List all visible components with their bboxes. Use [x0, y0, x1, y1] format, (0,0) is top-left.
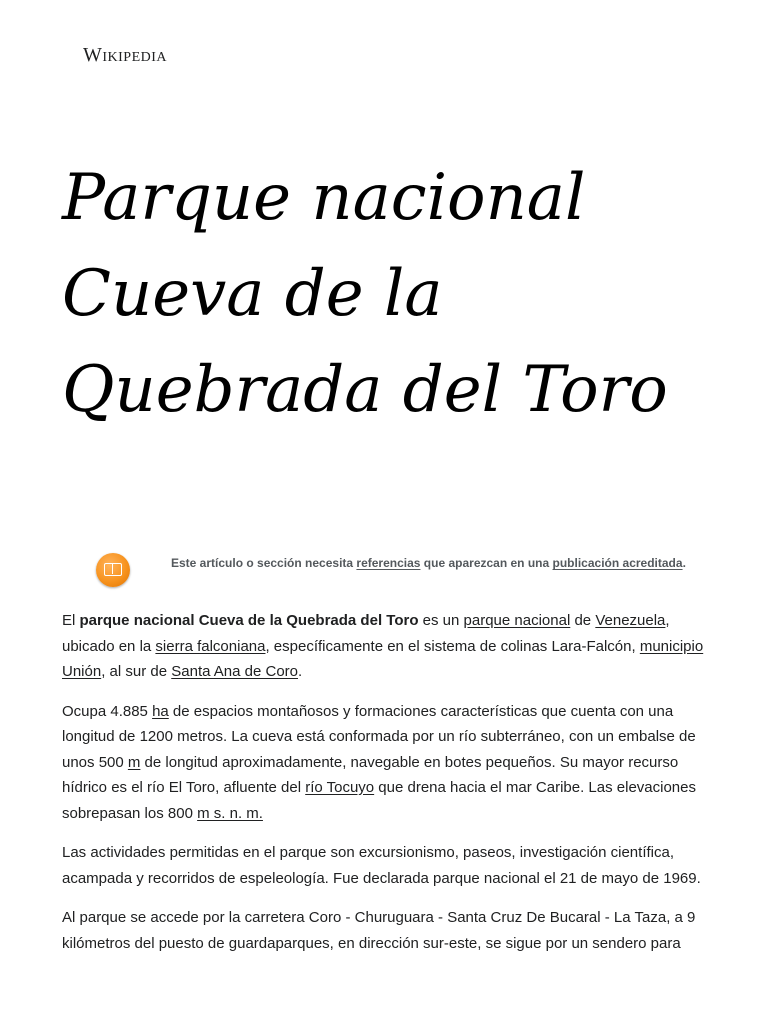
article-body — [62, 608, 704, 970]
paragraph-access: Al parque se accede por la carretera Coro - Churuguara - Santa Cruz De Bucaral - La Taza, a 9 kilómetros del puesto de guardaparques, en dirección sur-este, se sigue por un sendero para — [62, 909, 696, 952]
wikipedia-wordmark[interactable] — [83, 44, 167, 67]
paragraph-geography: Ocupa 4.885 ha de espacios montañosos y formaciones características que cuenta con una longitud de 1200 metros. La cueva está conformada por un río subterráneo, con un embalse de unos 500 m de longitud aproximadamente, navegable en botes pequeños. Su mayor recurso hídrico es el río El Toro, afluente del río Tocuyo que drena hacia el mar Caribe. Las elevaciones sobrepasan los 800 m s. n. m. — [62, 702, 696, 822]
wordmark-text: Wikipedia — [83, 44, 168, 66]
page-title: Parque nacional Cueva de la Quebrada del Toro — [62, 161, 668, 427]
link-sierra-falconiana[interactable]: sierra falconiana — [155, 637, 266, 655]
notice-text: Este artículo o sección necesita referencias que aparezcan en una publicación acreditada. — [171, 556, 686, 570]
link-santa-ana-de-coro[interactable]: Santa Ana de Coro — [171, 663, 299, 680]
link-rio-tocuyo[interactable]: río Tocuyo — [305, 779, 375, 796]
link-parque-nacional[interactable]: parque nacional — [463, 612, 571, 629]
link-ha[interactable]: ha — [152, 702, 169, 720]
paragraph-activities: Las actividades permitidas en el parque son excursionismo, paseos, investigación científica, acampada y recorridos de espeleología. Fue declarada parque nacional el 21 de mayo de 1969. — [62, 844, 701, 887]
paragraph-intro: El parque nacional Cueva de la Quebrada del Toro es un parque nacional de Venezuela, ubicado en la sierra falconiana, específicamente en el sistema de colinas Lara-Falcón, municipio Unión, al sur de Santa Ana de Coro. — [62, 612, 704, 680]
link-municipio-union[interactable]: municipio Unión — [62, 637, 704, 680]
link-referencias[interactable]: referencias — [356, 556, 421, 570]
link-m[interactable]: m — [127, 753, 141, 771]
references-notice — [62, 545, 706, 595]
link-msnm[interactable]: m s. n. m. — [197, 804, 263, 822]
link-publicacion-acreditada[interactable]: publicación acreditada — [552, 556, 683, 570]
article-subject: parque nacional Cueva de la Quebrada del Toro — [79, 612, 419, 629]
book-icon — [96, 553, 130, 587]
link-venezuela[interactable]: Venezuela — [595, 612, 666, 629]
